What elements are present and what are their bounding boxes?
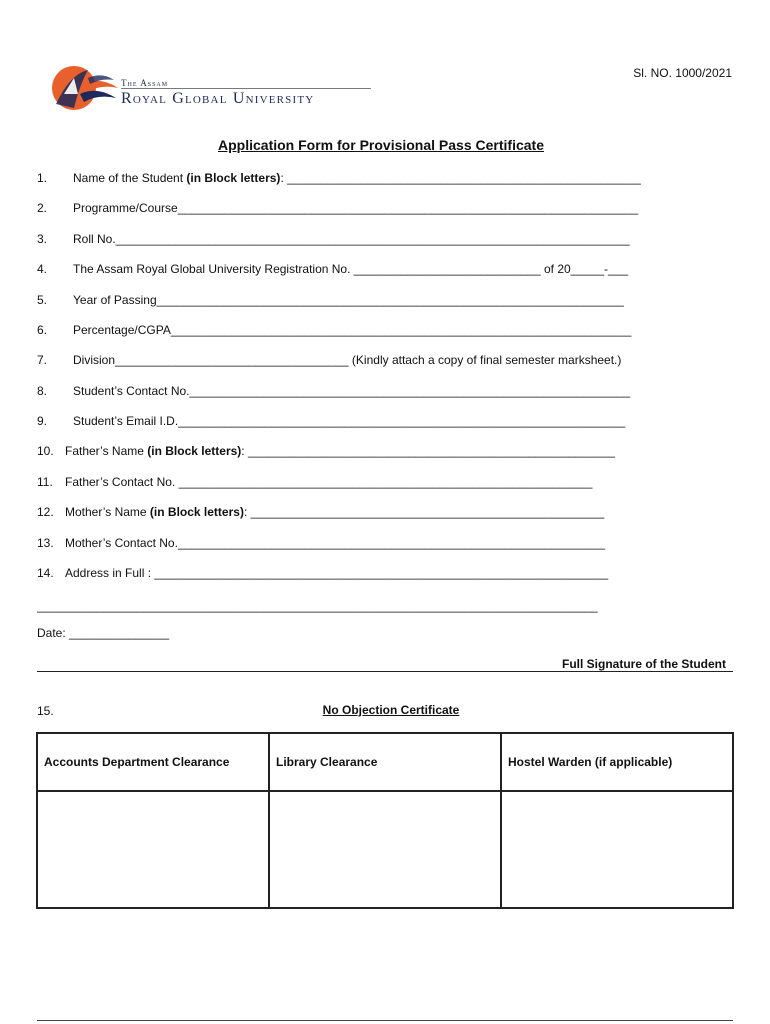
form-item-13[interactable] [37,535,737,551]
item-label: Student’s Contact No.__________________________________________________________________ [73,384,630,398]
form-item-1[interactable] [37,170,737,186]
item-number: 3. [37,232,48,246]
noc-title: No Objection Certificate [322,703,460,717]
item-label: Percentage/CGPA_____________________________________________________________________ [73,323,632,337]
form-item-14[interactable] [37,565,737,581]
logo-line-1: The Assam [121,78,169,88]
item-number: 11. [37,475,53,489]
form-item-7[interactable] [37,352,737,368]
item-label: Mother’s Contact No.________________________________________________________________ [65,536,606,550]
form-item-10[interactable] [37,443,737,459]
item-fill-line[interactable]: : _____________________________________________________ [280,171,641,185]
item-text [73,231,630,247]
item-label-emphasis: (in Block letters) [186,171,281,185]
signature-label: Full Signature of the Student [562,657,726,671]
hostel-clearance-cell[interactable] [501,791,733,908]
item-label: Year of Passing______________________________________________________________________ [73,293,624,307]
form-item-9[interactable] [37,413,737,429]
item-text [73,200,638,216]
form-item-12[interactable] [37,504,737,520]
library-clearance-header: Library Clearance [269,733,501,791]
date-field[interactable]: Date: _______________ [37,626,170,640]
item-number: 5. [37,293,48,307]
address-continuation-line[interactable]: ____________________________________________________________________________________ [37,599,598,613]
noc-number: 15. [37,704,54,718]
form-item-11[interactable] [37,474,737,490]
university-logo [44,64,379,114]
item-text [73,292,624,308]
item-label: Roll No._____________________________________________________________________________ [73,232,630,246]
item-text [73,352,621,368]
item-text [73,383,630,399]
item-text [73,322,631,338]
item-number: 8. [37,384,48,398]
item-label: Father’s Name [65,444,148,458]
form-item-4[interactable] [37,261,737,277]
item-label: The Assam Royal Global University Registration No. ____________________________ of 20_____-___ [73,262,629,276]
item-text [65,535,605,551]
item-label: Division___________________________________ (Kindly attach a copy of final semester marksheet.) [73,353,622,367]
item-number: 13. [37,536,54,550]
item-number: 2. [37,201,48,215]
clearance-header-row [37,733,733,791]
serial-number: Sl. NO. 1000/2021 [633,66,732,80]
clearance-signature-row [37,791,733,908]
bottom-divider [37,1020,733,1021]
form-item-6[interactable] [37,322,737,338]
logo-divider [121,88,371,89]
item-number: 12. [37,505,54,519]
accounts-clearance-header: Accounts Department Clearance [37,733,269,791]
logo-line-2: Royal Global University [121,90,315,107]
item-number: 7. [37,353,48,367]
item-label: Programme/Course_____________________________________________________________________ [73,201,639,215]
item-text [65,474,592,490]
item-fill-line[interactable]: : _______________________________________________________ [241,444,616,458]
item-number: 1. [37,171,48,185]
item-text [73,261,628,277]
item-text [65,504,604,520]
library-clearance-cell[interactable] [269,791,501,908]
item-text [73,413,625,429]
item-label-emphasis: (in Block letters) [147,444,242,458]
item-number: 9. [37,414,48,428]
item-number: 4. [37,262,48,276]
item-number: 10. [37,444,54,458]
item-number: 14. [37,566,54,580]
item-label: Address in Full : ____________________________________________________________________ [65,566,609,580]
item-label: Name of the Student [73,171,187,185]
item-number: 6. [37,323,48,337]
form-item-8[interactable] [37,383,737,399]
item-text [65,565,608,581]
form-item-3[interactable] [37,231,737,247]
form-item-2[interactable] [37,200,737,216]
accounts-clearance-cell[interactable] [37,791,269,908]
item-text [65,443,615,459]
hostel-clearance-header: Hostel Warden (if applicable) [501,733,733,791]
item-fill-line[interactable]: : _____________________________________________________ [243,505,605,519]
clearance-table [36,732,734,909]
form-item-5[interactable] [37,292,737,308]
item-text [73,170,641,186]
signature-line[interactable] [37,671,733,672]
item-label: Student’s Email I.D.___________________________________________________________________ [73,414,626,428]
item-label-emphasis: (in Block letters) [149,505,244,519]
item-label: Father’s Contact No. ______________________________________________________________ [65,475,593,489]
item-label: Mother’s Name [65,505,150,519]
form-title: Application Form for Provisional Pass Certificate [218,137,544,153]
logo-emblem-icon [44,64,120,114]
